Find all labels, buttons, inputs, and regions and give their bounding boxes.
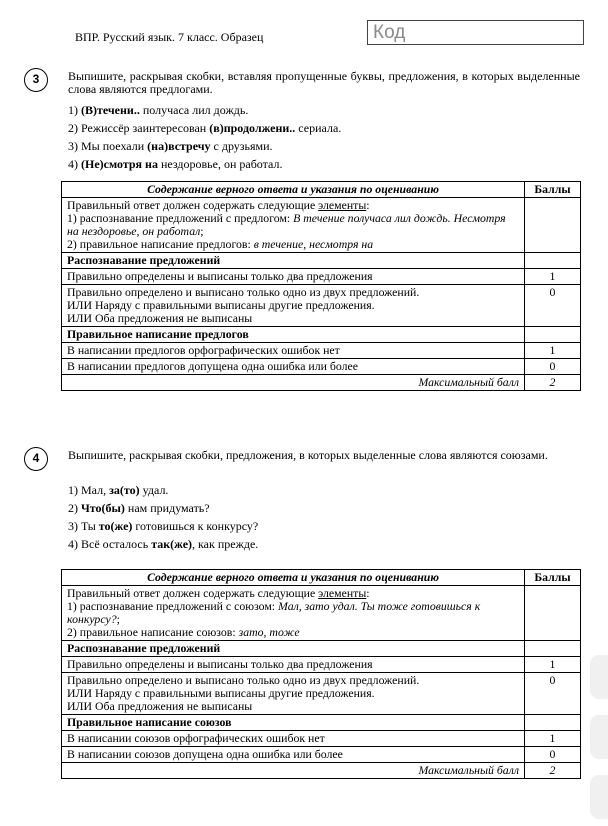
max-score-row: Максимальный балл 2 <box>62 375 581 391</box>
table-header-row <box>62 182 581 198</box>
points-value: 0 <box>525 673 581 715</box>
points-value: 0 <box>525 747 581 763</box>
task-4-option-1: 1) Мал, за(то) удал. <box>68 483 169 497</box>
column-header-points: Баллы <box>525 570 581 586</box>
task-3-question: Выпишите, раскрывая скобки, вставляя пропущенные буквы, предложения, в которых выделенные слова являются предлогами. <box>68 69 580 96</box>
points-value: 1 <box>525 343 581 359</box>
criterion-row: Правильно определено и выписано только одно из двух предложений. ИЛИ Наряду с правильными выписаны другие предложения. ИЛИ Оба предложения не выписаны 0 <box>62 673 581 715</box>
column-header-content: Содержание верного ответа и указания по оцениванию <box>62 182 525 198</box>
points-value: 1 <box>525 731 581 747</box>
points-value: 0 <box>525 285 581 327</box>
side-widget[interactable] <box>590 715 608 759</box>
task-3-option-3: 3) Мы поехали (на)встречу с друзьями. <box>68 139 273 153</box>
column-header-content: Содержание верного ответа и указания по оцениванию <box>62 570 525 586</box>
max-score-row: Максимальный балл 2 <box>62 763 581 779</box>
points-value: 0 <box>525 359 581 375</box>
criterion-row: Правильно определены и выписаны только два предложения 1 <box>62 657 581 673</box>
max-score-value: 2 <box>525 375 581 391</box>
section-row: Распознавание предложений <box>62 253 581 269</box>
side-widget[interactable] <box>590 655 608 699</box>
column-header-points: Баллы <box>525 182 581 198</box>
task-3-option-2: 2) Режиссёр заинтересован (в)продолжени.. сериала. <box>68 121 342 135</box>
points-value: 1 <box>525 657 581 673</box>
criterion-row: В написании предлогов допущена одна ошибка или более 0 <box>62 359 581 375</box>
answer-elements-row: Правильный ответ должен содержать следующие элементы: 1) распознавание предложений с предлогом: В течение получаса лил дождь. Несмотря на нездоровье, он работал; 2) правильное написание предлогов: в течение, несмотря на <box>62 198 581 253</box>
criterion-row: В написании союзов орфографических ошибок нет 1 <box>62 731 581 747</box>
task-4-option-3: 3) Ты то(же) готовишься к конкурсу? <box>68 519 259 533</box>
task-4-criteria-table <box>61 569 581 779</box>
side-widget[interactable] <box>590 775 608 819</box>
criterion-row: Правильно определено и выписано только одно из двух предложений. ИЛИ Наряду с правильными выписаны другие предложения. ИЛИ Оба предложения не выписаны 0 <box>62 285 581 327</box>
criterion-row: Правильно определены и выписаны только два предложения 1 <box>62 269 581 285</box>
task-number-4: 4 <box>24 447 48 471</box>
section-row: Правильное написание предлогов <box>62 327 581 343</box>
task-3-option-1: 1) (В)течени.. получаса лил дождь. <box>68 103 249 117</box>
answer-elements-row: Правильный ответ должен содержать следующие элементы: 1) распознавание предложений с союзом: Мал, зато удал. Ты тоже готовишься к конкурсу?; 2) правильное написание союзов: зато, тоже <box>62 586 581 641</box>
section-row: Правильное написание союзов <box>62 715 581 731</box>
task-3-options <box>68 101 341 173</box>
task-3-option-4: 4) (Не)смотря на нездоровье, он работал. <box>68 157 283 171</box>
max-score-value: 2 <box>525 763 581 779</box>
page-header-title: ВПР. Русский язык. 7 класс. Образец <box>75 30 264 44</box>
section-row: Распознавание предложений <box>62 641 581 657</box>
points-value: 1 <box>525 269 581 285</box>
task-4-option-4: 4) Всё осталось так(же), как прежде. <box>68 537 259 551</box>
criterion-row: В написании союзов допущена одна ошибка или более 0 <box>62 747 581 763</box>
criterion-row: В написании предлогов орфографических ошибок нет 1 <box>62 343 581 359</box>
task-4-question: Выпишите, раскрывая скобки, предложения, в которых выделенные слова являются союзами. <box>68 448 548 462</box>
task-number-3: 3 <box>24 68 48 92</box>
table-header-row <box>62 570 581 586</box>
task-3-criteria-table <box>61 181 581 391</box>
task-4-option-2: 2) Что(бы) нам придумать? <box>68 501 210 515</box>
task-4-options <box>68 481 258 553</box>
code-box[interactable]: Код <box>367 20 584 45</box>
